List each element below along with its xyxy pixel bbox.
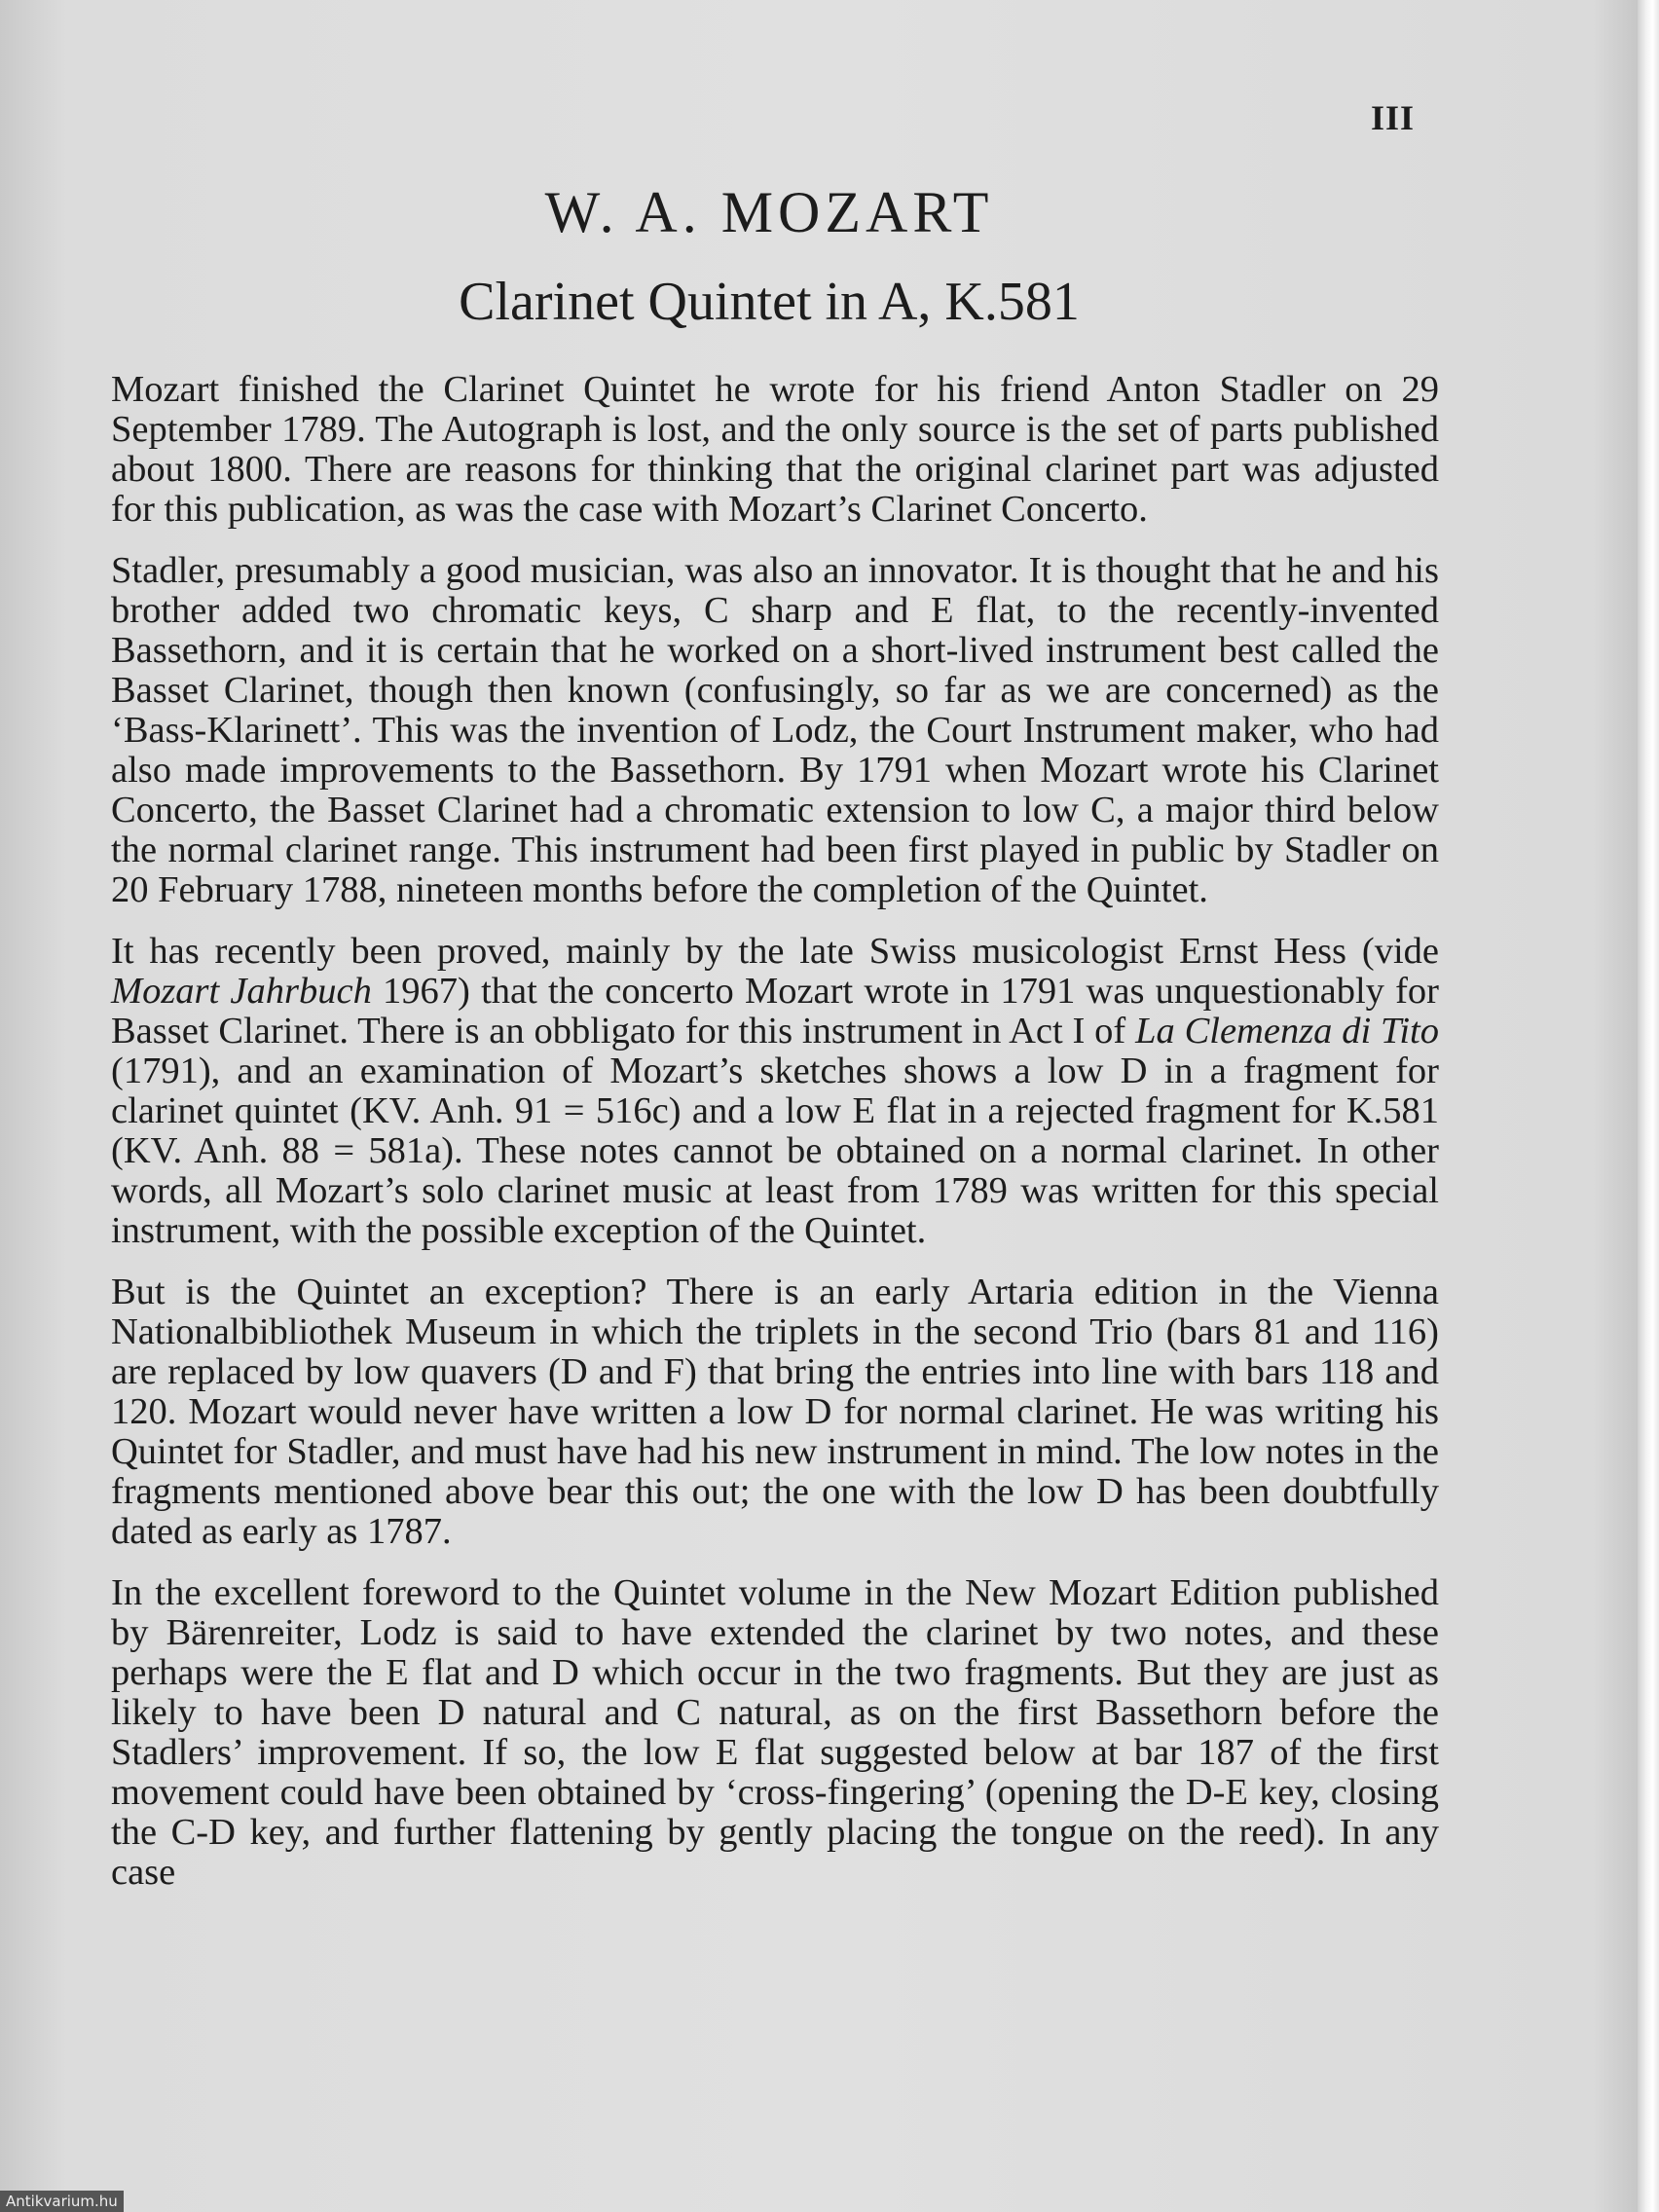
paragraph-4: But is the Quintet an exception? There is an early Artaria edition in the Vienna Nationalbibliothek Museum in which the triplets in the second Trio (bars 81 and 116) are replaced by low quavers (D and F) that bring the entries into line with bars 118 and 120. Mozart would never have written a low D for normal clarinet. He was writing his Quintet for Stadler, and must have had his new instrument in mind. The low notes in the fragments mentioned above bear this out; the one with the low D has been doubtfully dated as early as 1787. bbox=[111, 1272, 1439, 1552]
composer-heading: W. A. MOZART bbox=[544, 180, 994, 244]
page-edge bbox=[1638, 0, 1659, 2212]
paragraph-3-text-c: (1791), and an examination of Mozart’s sketches shows a low D in a fragment for clarinet quintet (KV. Anh. 91 = 516c) and a low E flat in a rejected fragment for K.581 (KV. Anh. 88 = 581a). These notes cannot be obtained on a normal clarinet. In other words, all Mozart’s solo clarinet music at least from 1789 was written for this special instrument, with the possible exception of the Quintet. bbox=[111, 1051, 1439, 1251]
paragraph-1: Mozart finished the Clarinet Quintet he wrote for his friend Anton Stadler on 29 September 1789. The Autograph is lost, and the only source is the set of parts published about 1800. There are reasons for thinking that the original clarinet part was adjusted for this publication, as was the case with Mozart’s Clarinet Concerto. bbox=[111, 369, 1439, 530]
paragraph-5: In the excellent foreword to the Quintet volume in the New Mozart Edition published by Bärenreiter, Lodz is said to have extended the clarinet by two notes, and these perhaps were the E flat and D which occur in the two fragments. But they are just as likely to have been D natural and C natural, as on the first Bassethorn before the Stadlers’ improvement. If so, the low E flat suggested below at bar 187 of the first movement could have been obtained by ‘cross-fingering’ (opening the D-E key, closing the C-D key, and further flattening by gently placing the tongue on the reed). In any case bbox=[111, 1572, 1439, 1893]
italic-title-la-clemenza: La Clemenza di Tito bbox=[1135, 1011, 1439, 1051]
italic-title-mozart-jahrbuch: Mozart Jahrbuch bbox=[111, 971, 372, 1012]
paragraph-2: Stadler, presumably a good musician, was also an innovator. It is thought that he and his brother added two chromatic keys, C sharp and E flat, to the recently-invented Bassethorn, and it is certain that he worked on a short-lived instrument best called the Basset Clarinet, though then known (confusingly, so far as we are concerned) as the ‘Bass-Klarinett’. This was the invention of Lodz, the Court Instrument maker, who had also made improvements to the Bassethorn. By 1791 when Mozart wrote his Clarinet Concerto, the Basset Clarinet had a chromatic extension to low C, a major third below the normal clarinet range. This instrument had been first played in public by Stadler on 20 February 1788, nineteen months before the completion of the Quintet. bbox=[111, 550, 1439, 910]
work-title: Clarinet Quintet in A, K.581 bbox=[459, 272, 1080, 332]
page-number: III bbox=[1371, 98, 1416, 137]
watermark-label: Antikvarium.hu bbox=[0, 2191, 124, 2212]
paragraph-3 bbox=[111, 932, 1439, 1251]
article-body bbox=[111, 370, 1439, 1914]
paragraph-3-text-a: It has recently been proved, mainly by the late Swiss musicologist Ernst Hess (vide bbox=[111, 931, 1439, 972]
paragraph-3-text-b: 1967) that the concerto Mozart wrote in 1791 was unquestionably for Basset Clarinet. There is an obbligato for this instrument in Act I of bbox=[111, 971, 1439, 1051]
